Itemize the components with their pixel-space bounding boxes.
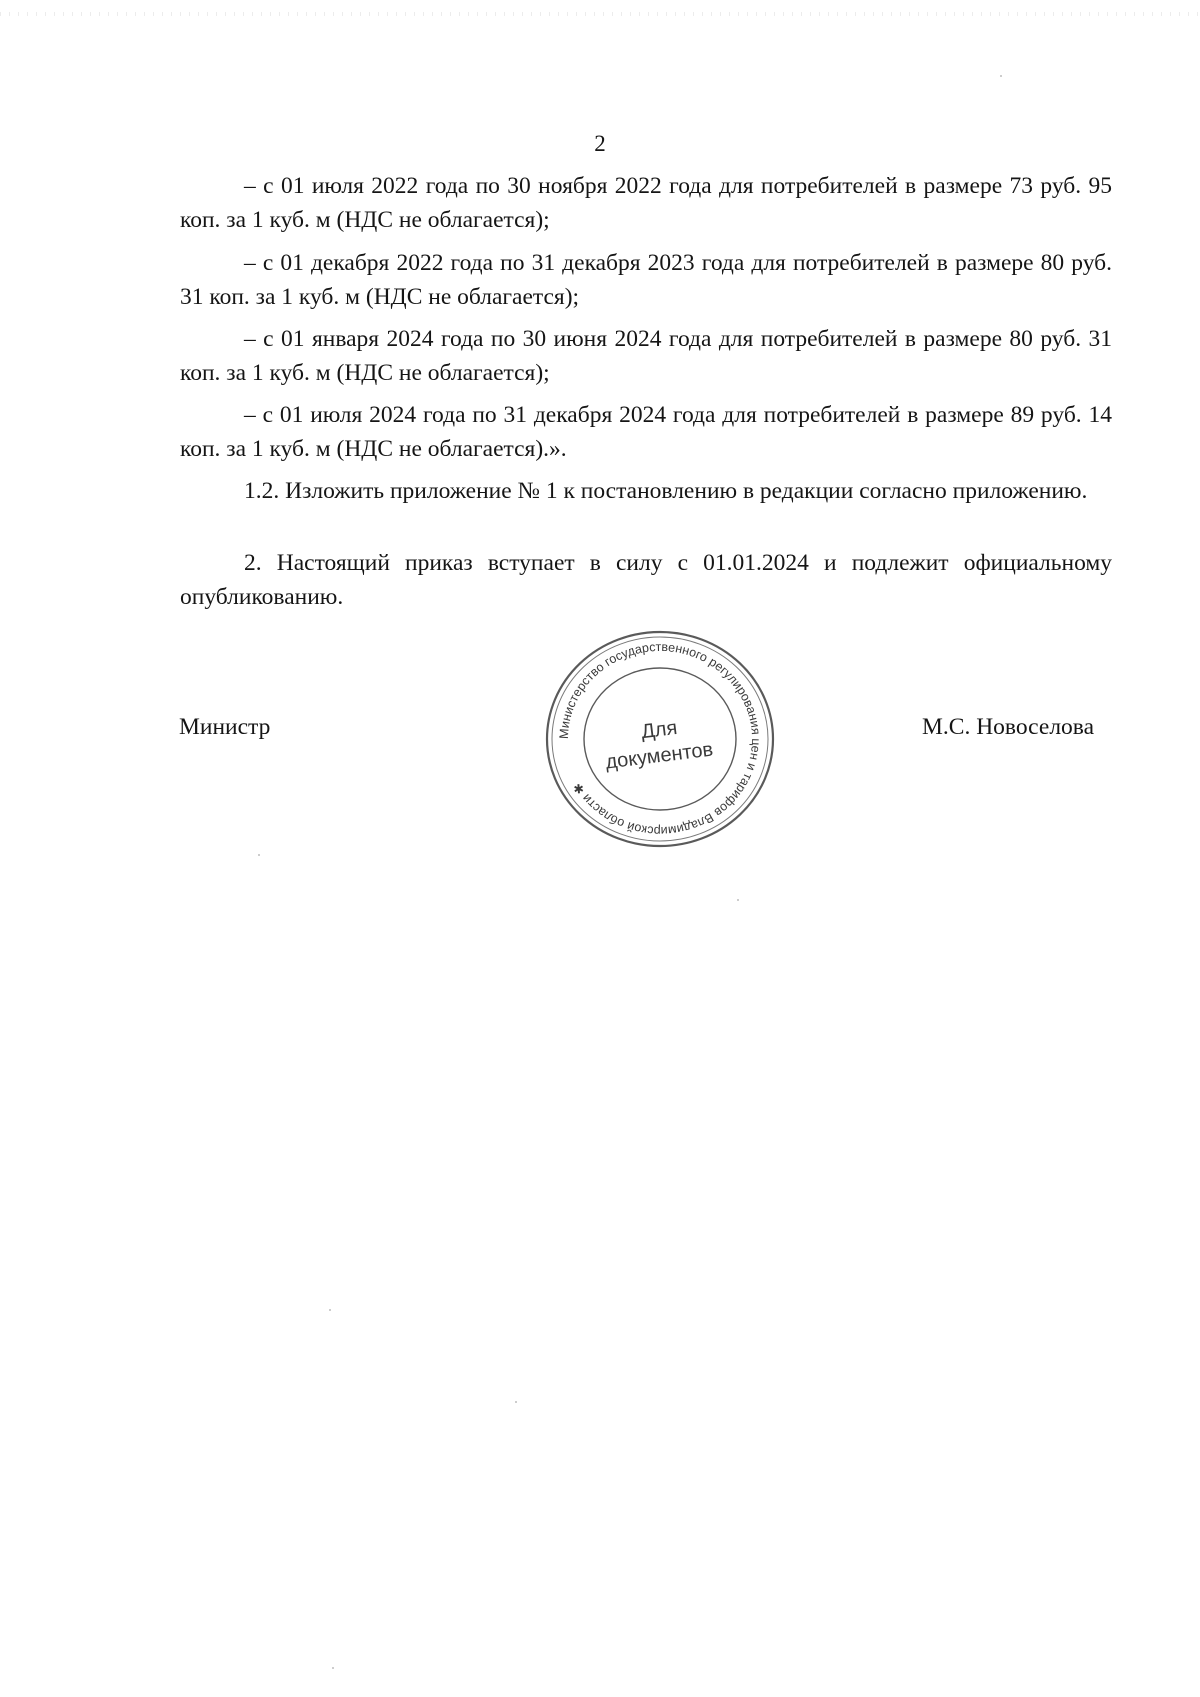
stamp-center-line-1: Для bbox=[640, 716, 679, 744]
scan-speck bbox=[515, 1401, 517, 1403]
stamp-ring-text: Министерство государственного регулирования цен и тарифов Владимирской области ✱ bbox=[556, 639, 764, 839]
clause-1-2-paragraph bbox=[180, 474, 1112, 508]
paragraph-text: 1.2. Изложить приложение № 1 к постановлению в редакции согласно приложению. bbox=[244, 478, 1088, 504]
page-number: 2 bbox=[594, 131, 606, 156]
clause-2-paragraph bbox=[180, 546, 1112, 614]
scan-speck bbox=[737, 899, 739, 901]
paragraph-text: – с 01 июля 2022 года по 30 ноября 2022 года для потребителей в размере 73 руб. 95 коп. за 1 куб. м (НДС не облагается); bbox=[180, 173, 1112, 233]
stamp-center-line-2: документов bbox=[604, 738, 715, 774]
signatory-title: Министр bbox=[179, 714, 271, 740]
paragraph-text: 2. Настоящий приказ вступает в силу с 01.01.2024 и подлежит официальному опубликованию. bbox=[180, 550, 1112, 610]
scan-speck bbox=[332, 1667, 334, 1669]
paragraph-text: – с 01 января 2024 года по 30 июня 2024 года для потребителей в размере 80 руб. 31 коп. за 1 куб. м (НДС не облагается); bbox=[180, 326, 1112, 386]
tariff-paragraph-2 bbox=[180, 246, 1112, 314]
scan-speck bbox=[1000, 75, 1002, 77]
tariff-paragraph-3 bbox=[180, 322, 1112, 390]
tariff-paragraph-4 bbox=[180, 398, 1112, 466]
scan-artifact-dots bbox=[0, 12, 1200, 16]
paragraph-text: – с 01 июля 2024 года по 31 декабря 2024 года для потребителей в размере 89 руб. 14 коп. за 1 куб. м (НДС не облагается).». bbox=[180, 402, 1112, 462]
signatory-name: М.С. Новоселова bbox=[922, 714, 1095, 740]
official-stamp bbox=[540, 624, 780, 854]
tariff-paragraph-1 bbox=[180, 169, 1112, 237]
scan-speck bbox=[258, 854, 260, 856]
paragraph-text: – с 01 декабря 2022 года по 31 декабря 2023 года для потребителей в размере 80 руб. 31 коп. за 1 куб. м (НДС не облагается); bbox=[180, 250, 1112, 310]
scan-speck bbox=[329, 1309, 331, 1311]
